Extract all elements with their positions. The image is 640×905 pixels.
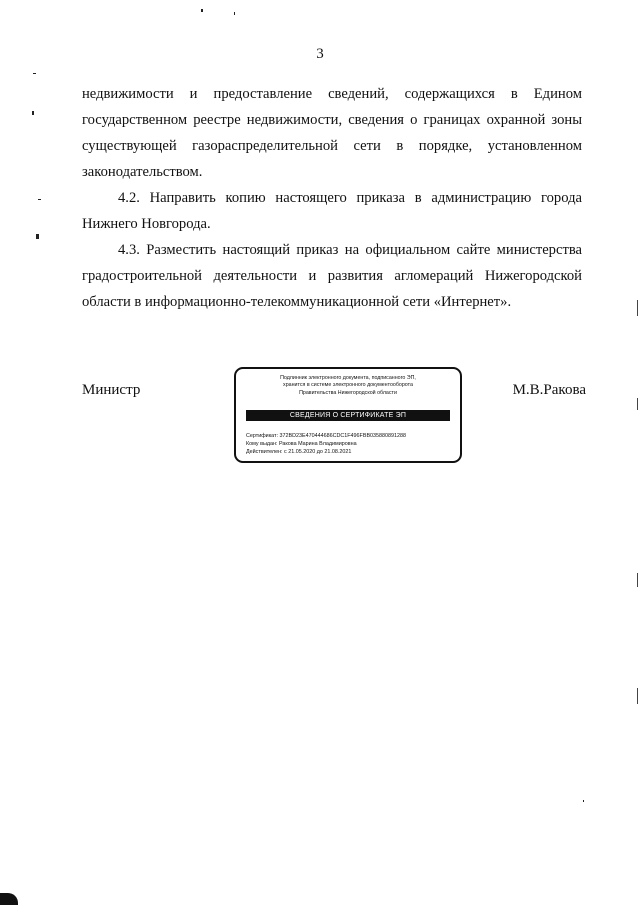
stamp-header: [242, 375, 454, 397]
page-number: 3: [316, 46, 324, 62]
scan-corner-shadow: [0, 893, 18, 905]
stamp-header-line: Подлинник электронного документа, подписанного ЭП,: [280, 375, 416, 381]
signatory-title: Министр: [82, 382, 141, 398]
scan-edge-mark: [637, 398, 638, 410]
certificate-label: Сертификат:: [246, 433, 279, 439]
scan-edge-mark: [637, 573, 638, 587]
scan-speck: [36, 234, 39, 239]
stamp-certificate-bar: СВЕДЕНИЯ О СЕРТИФИКАТЕ ЭП: [246, 410, 450, 421]
stamp-header-line: хранится в системе электронного документооборота: [283, 382, 413, 389]
owner-value: Ракова Марина Владимировна: [278, 440, 357, 447]
signatory-name: М.В.Ракова: [512, 382, 586, 398]
validity-value: с 21.05.2020 до 21.08.2021: [284, 448, 352, 455]
paragraph-4-3: 4.3. Разместить настоящий приказ на официальном сайте министерства градостроительной деятельности и развития агломераций Нижегородской области в информационно-телекоммуникационной сети «Интернет».: [82, 242, 582, 310]
scan-speck: [33, 73, 36, 74]
certificate-row: [246, 433, 454, 441]
paragraph-4-1-continuation: недвижимости и предоставление сведений, содержащихся в Едином государственном реестре недвижимости, сведения о границах охранной зоны существующей газораспределительной сети в порядке, установленном законодательством.: [82, 86, 582, 180]
paragraph-4-2: 4.2. Направить копию настоящего приказа в администрацию города Нижнего Новгорода.: [82, 190, 582, 232]
electronic-signature-stamp: [234, 367, 462, 463]
scan-speck: [234, 12, 235, 15]
validity-label: Действителен:: [246, 448, 283, 455]
scan-edge-mark: [637, 688, 638, 704]
scan-speck: [583, 800, 584, 802]
scan-speck: [201, 9, 203, 12]
owner-label: Кому выдан:: [246, 440, 278, 447]
owner-row: [246, 441, 454, 449]
stamp-certificate-info: [246, 433, 454, 456]
scan-edge-mark: [637, 300, 638, 316]
stamp-header-line: Правительства Нижегородской области: [299, 389, 397, 396]
scan-speck: [38, 199, 41, 200]
body-text: [82, 81, 582, 315]
validity-row: [246, 449, 454, 457]
certificate-value: 372BD23E470444686CDC1F496FBB035880891288: [279, 433, 407, 439]
scan-speck: [32, 111, 34, 115]
